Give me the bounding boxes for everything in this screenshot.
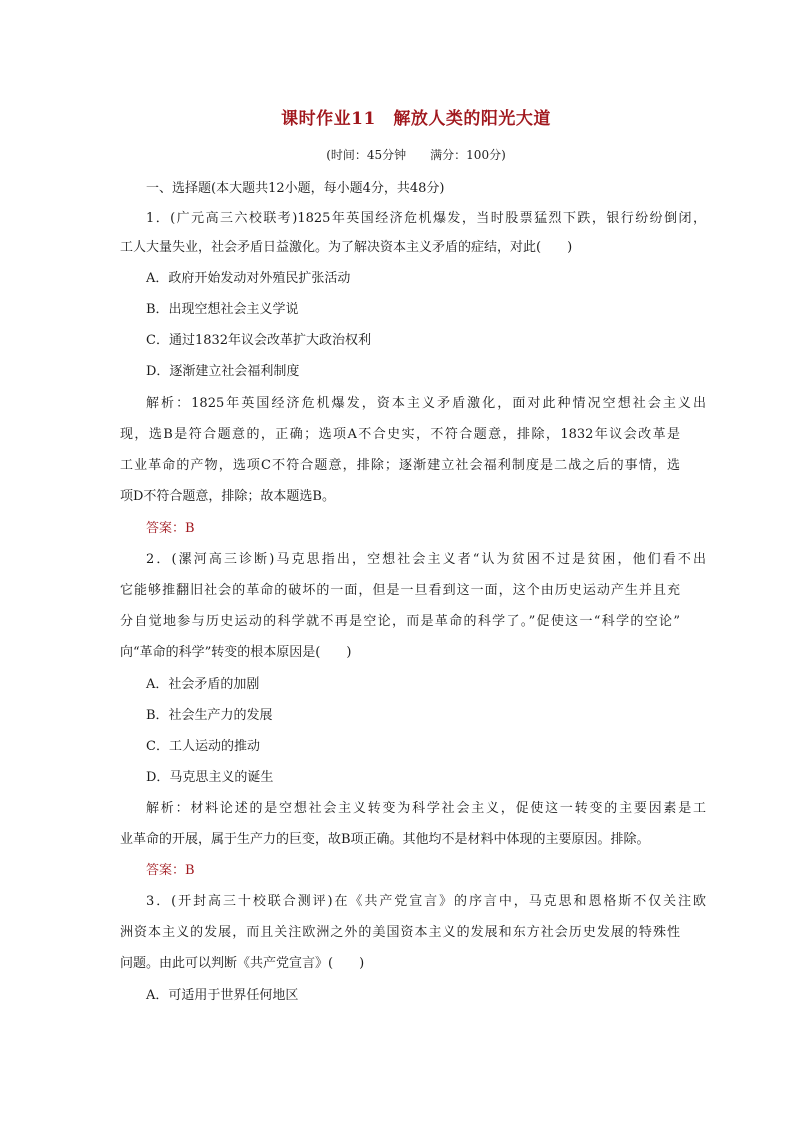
question-1-option-b: B．出现空想社会主义学说 [146, 302, 299, 317]
question-1-option-a: A．政府开始发动对外殖民扩张活动 [146, 271, 351, 286]
section-heading: 一、选择题(本大题共12小题，每小题4分，共48分) [146, 181, 445, 196]
question-1-analysis-line-4: 项D不符合题意，排除；故本题选B。 [120, 489, 335, 504]
question-1-answer: 答案：B [146, 521, 195, 536]
document-title: 课时作业11 解放人类的阳光大道 [281, 109, 551, 129]
question-3-line-1: 3．(开封高三十校联合测评)在《共产党宣言》的序言中，马克思和恩格斯不仅关注欧 [146, 894, 706, 909]
document-subtitle: (时间：45分钟 满分：100分) [326, 148, 506, 162]
question-1-option-d: D．逐渐建立社会福利制度 [146, 364, 300, 379]
question-3-option-a: A．可适用于世界任何地区 [146, 988, 299, 1003]
question-3-line-3: 问题。由此可以判断《共产党宣言》( ) [120, 956, 365, 971]
question-2-option-a: A．社会矛盾的加剧 [146, 677, 260, 692]
question-1-option-c: C．通过1832年议会改革扩大政治权利 [146, 333, 372, 348]
question-2-option-d: D．马克思主义的诞生 [146, 770, 274, 785]
question-2-line-2: 它能够推翻旧社会的革命的破坏的一面，但是一旦看到这一面，这个由历史运动产生并且充 [120, 583, 680, 598]
question-2-line-4: 向“革命的科学”转变的根本原因是( ) [120, 645, 352, 660]
question-2-line-3: 分自觉地参与历史运动的科学就不再是空论，而是革命的科学了。”促使这一“科学的空论” [120, 614, 680, 629]
question-1-line-1: 1．(广元高三六校联考)1825年英国经济危机爆发，当时股票猛烈下跌，银行纷纷倒闭， [146, 211, 706, 226]
question-3-line-2: 洲资本主义的发展，而且关注欧洲之外的美国资本主义的发展和东方社会历史发展的特殊性 [120, 925, 680, 940]
question-1-line-2: 工人大量失业，社会矛盾日益激化。为了解决资本主义矛盾的症结，对此( ) [120, 240, 573, 255]
question-1-analysis-line-3: 工业革命的产物，选项C不符合题意，排除；逐渐建立社会福利制度是二战之后的事情，选 [120, 458, 680, 473]
question-2-option-b: B．社会生产力的发展 [146, 708, 273, 723]
question-1-analysis-line-2: 现，选B是符合题意的，正确；选项A不合史实，不符合题意，排除，1832年议会改革是 [120, 427, 680, 442]
question-2-option-c: C．工人运动的推动 [146, 739, 260, 754]
question-2-analysis-line-1: 解析：材料论述的是空想社会主义转变为科学社会主义，促使这一转变的主要因素是工 [146, 801, 706, 816]
question-1-analysis-line-1: 解析：1825年英国经济危机爆发，资本主义矛盾激化，面对此种情况空想社会主义出 [146, 396, 706, 411]
question-2-line-1: 2．(漯河高三诊断)马克思指出，空想社会主义者“认为贫困不过是贫困，他们看不出 [146, 552, 706, 567]
question-2-analysis-line-2: 业革命的开展，属于生产力的巨变，故B项正确。其他均不是材料中体现的主要原因。排除。 [120, 832, 650, 847]
question-2-answer: 答案：B [146, 863, 195, 878]
